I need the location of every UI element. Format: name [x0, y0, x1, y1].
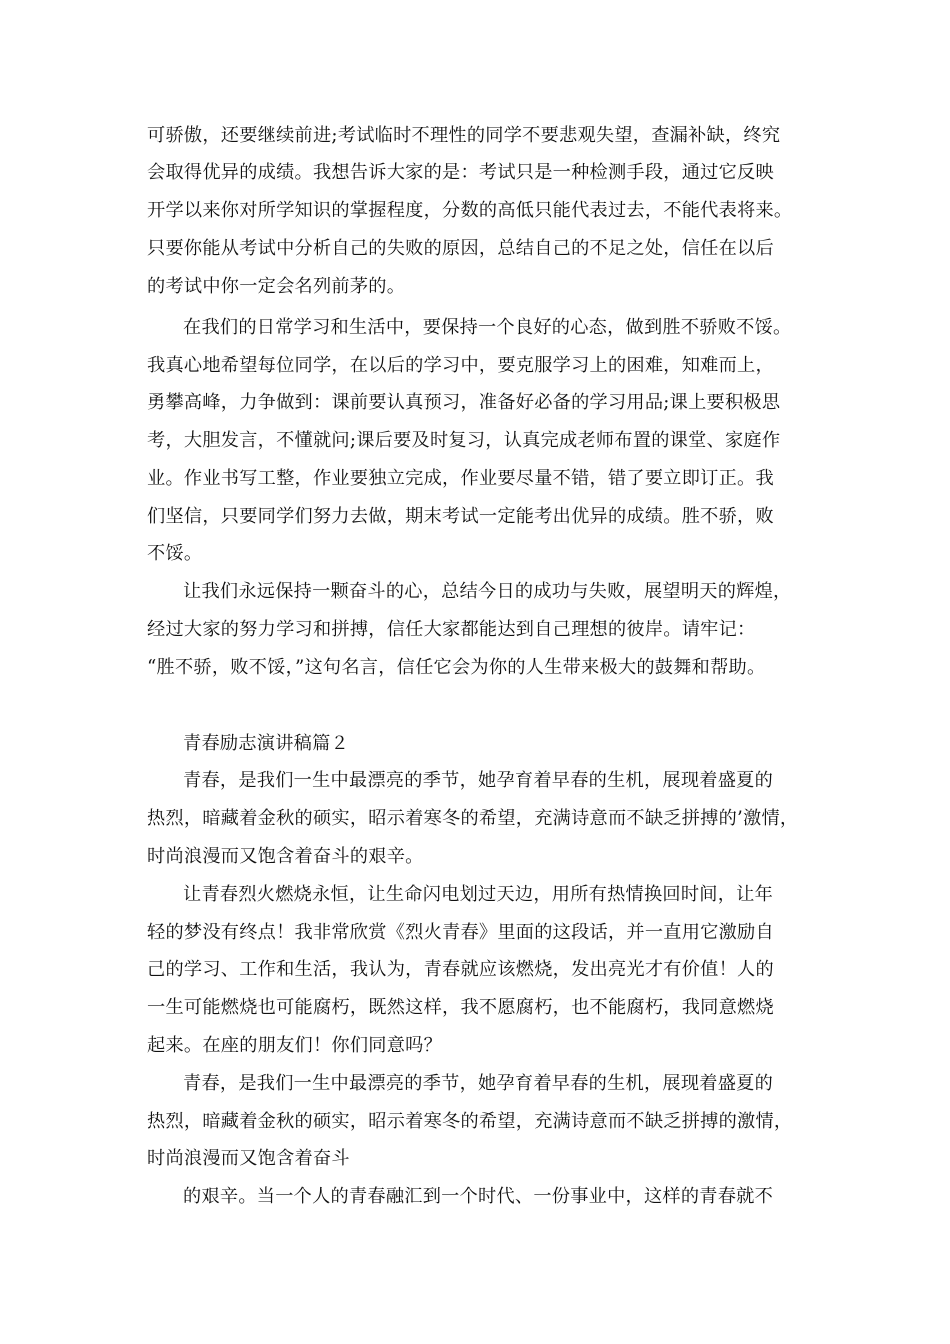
- text-line: 一生可能燃烧也可能腐朽，既然这样，我不愿腐朽，也不能腐朽，我同意燃烧: [147, 997, 774, 1018]
- text-line: 可骄傲，还要继续前进;考试临时不理性的同学不要悲观失望，查漏补缺，终究: [147, 125, 781, 146]
- paragraph-first-line: 在我们的日常学习和生活中，要保持一个良好的心态，做到胜不骄败不馁。: [183, 317, 792, 338]
- section-heading: 青春励志演讲稿篇２: [183, 733, 349, 754]
- paragraph-first-line: 让青春烈火燃烧永恒，让生命闪电划过天边，用所有热情换回时间，让年: [183, 884, 774, 905]
- text-line: 考，大胆发言，不懂就问;课后要及时复习，认真完成老师布置的课堂、家庭作: [147, 430, 781, 451]
- text-line: 起来。在座的朋友们！你们同意吗？: [147, 1035, 443, 1056]
- paragraph-first-line: 青春，是我们一生中最漂亮的季节，她孕育着早春的生机，展现着盛夏的: [183, 770, 774, 791]
- text-line: 开学以来你对所学知识的掌握程度，分数的高低只能代表过去，不能代表将来。: [147, 200, 793, 221]
- text-line: 经过大家的努力学习和拼搏，信任大家都能达到自己理想的彼岸。请牢记：: [147, 619, 756, 640]
- text-line: 只要你能从考试中分析自己的失败的原因，总结自己的不足之处，信任在以后: [147, 238, 774, 259]
- text-line: 时尚浪漫而又饱含着奋斗的艰辛。: [147, 846, 424, 867]
- text-line: 业。作业书写工整，作业要独立完成，作业要尽量不错，错了要立即订正。我: [147, 468, 774, 489]
- paragraph-first-line: 青春，是我们一生中最漂亮的季节，她孕育着早春的生机，展现着盛夏的: [183, 1073, 774, 1094]
- text-line: 己的学习、工作和生活，我认为，青春就应该燃烧，发出亮光才有价值！人的: [147, 959, 774, 980]
- paragraph-first-line: 让我们永远保持一颗奋斗的心，总结今日的成功与失败，展望明天的辉煌，: [183, 581, 792, 602]
- paragraph-first-line: 的艰辛。当一个人的青春融汇到一个时代、一份事业中，这样的青春就不: [183, 1186, 774, 1207]
- text-line: 轻的梦没有终点！我非常欣赏《烈火青春》里面的这段话，并一直用它激励自: [147, 922, 774, 943]
- text-line: 们坚信，只要同学们努力去做，期末考试一定能考出优异的成绩。胜不骄，败: [147, 506, 774, 527]
- text-line: 时尚浪漫而又饱含着奋斗: [147, 1148, 350, 1169]
- text-line: 我真心地希望每位同学，在以后的学习中，要克服学习上的困难，知难而上，: [147, 355, 774, 376]
- text-line: 勇攀高峰，力争做到：课前要认真预习，准备好必备的学习用品;课上要积极思: [147, 392, 781, 413]
- text-line: “胜不骄，败不馁，”这句名言，信任它会为你的人生带来极大的鼓舞和帮助。: [147, 657, 766, 678]
- text-line: 热烈，暗藏着金秋的硕实，昭示着寒冬的希望，充满诗意而不缺乏拼搏的’激情，: [147, 808, 799, 829]
- text-line: 不馁。: [147, 543, 203, 564]
- text-line: 热烈，暗藏着金秋的硕实，昭示着寒冬的希望，充满诗意而不缺乏拼搏的激情，: [147, 1111, 793, 1132]
- text-line: 会取得优异的成绩。我想告诉大家的是：考试只是一种检测手段，通过它反映: [147, 162, 774, 183]
- text-line: 的考试中你一定会名列前茅的。: [147, 276, 406, 297]
